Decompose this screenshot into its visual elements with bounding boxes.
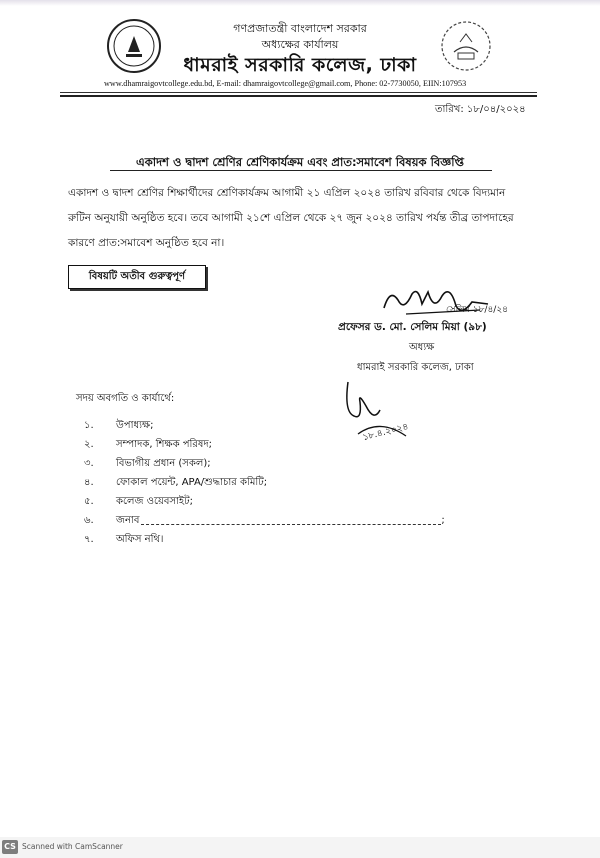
signatory-title: অধ্যক্ষ (409, 342, 435, 353)
scanner-watermark: Scanned with CamScanner (22, 842, 123, 851)
signatory-college: ধামরাই সরকারি কলেজ, ঢাকা (357, 362, 474, 373)
initials-date: ১৮.৪.২০২৪ (361, 422, 410, 444)
distribution-heading: সদয় অবগতি ও কার্যার্থে: (76, 393, 175, 404)
notice-title: একাদশ ও দ্বাদশ শ্রেণির শ্রেণিকার্যক্রম এবং প্রাত:সমাবেশ বিষয়ক বিজ্ঞপ্তি (135, 155, 465, 169)
body-line-2: রুটিন অনুযায়ী অনুষ্ঠিত হবে। তবে আগামী ২১শে এপ্রিল থেকে ২৭ জুন ২০২৪ তারিখ পর্যন্ত তীব্র তাপদাহের (68, 212, 514, 224)
body-line-3: কারণে প্রাত:সমাবেশ অনুষ্ঠিত হবে না। (68, 237, 225, 249)
header-divider-thick (60, 95, 537, 97)
list-item: ২. সম্পাদক, শিক্ষক পরিষদ; (84, 439, 213, 450)
blank-fill-line (141, 516, 441, 525)
signature-date: সেলিম ১৮/৪/২৪ (446, 305, 509, 315)
signatory-name: প্রফেসর ড. মো. সেলিম মিয়া (৯৮) (338, 321, 487, 333)
list-item: ৭. অফিস নথি। (84, 534, 164, 545)
camscanner-logo-icon: CS (2, 840, 18, 854)
title-underline (110, 170, 492, 171)
header-divider (60, 92, 537, 93)
list-item: ৫. কলেজ ওয়েবসাইট; (84, 496, 193, 507)
list-item: ৩. বিভাগীয় প্রধান (সকল); (84, 458, 211, 469)
notice-date: তারিখ: ১৮/০৪/২০২৪ (435, 104, 526, 115)
college-name: ধামরাই সরকারি কলেজ, ঢাকা (183, 54, 417, 76)
list-item: ১. উপাধ্যক্ষ; (84, 420, 154, 431)
list-item: ৬. জনাব ; (84, 515, 445, 526)
scan-edge (0, 0, 600, 6)
office-name: অধ্যক্ষের কার্যালয় (261, 38, 339, 51)
list-item: ৪. ফোকাল পয়েন্ট, APA/শুদ্ধাচার কমিটি; (84, 477, 268, 488)
contact-line: www.dhamraigovtcollege.edu.bd, E-mail: dhamraigovtcollege@gmail.com, Phone: 02-7730050, EIIN:107953 (104, 79, 467, 88)
important-notice-box: বিষয়টি অতীব গুরুত্বপূর্ণ (68, 265, 206, 289)
distribution-list (84, 418, 445, 551)
body-line-1: একাদশ ও দ্বাদশ শ্রেণির শিক্ষার্থীদের শ্রেণিকার্যক্রম আগামী ২১ এপ্রিল ২০২৪ তারিখ রবিবার থেকে বিদ্যমান (68, 187, 506, 199)
government-name: গণপ্রজাতন্ত্রী বাংলাদেশ সরকার (233, 22, 367, 35)
